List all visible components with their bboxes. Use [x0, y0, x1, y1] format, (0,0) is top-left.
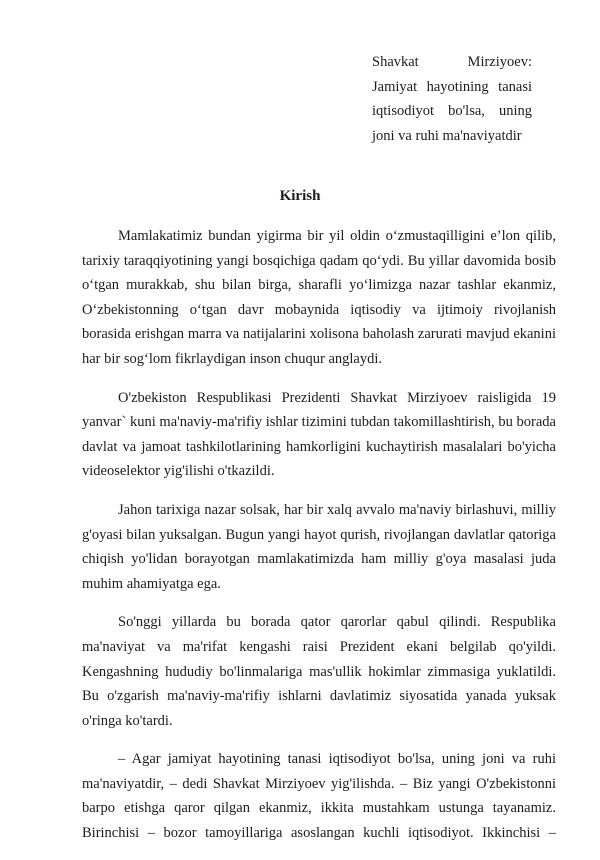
body-text [82, 224, 556, 860]
paragraph-1: Mamlakatimiz bundan yigirma bir yil oldin o‘zmustaqilligini e’lon qilib, tarixiy taraqqiyotining yangi bosqichiga qadam qo‘ydi. Bu yillar davomida bosib o‘tgan murakkab, shu bilan birga, sharafli yo‘limizga nazar tashlar ekanmiz, O‘zbekistonning o‘tgan davr mobaynida iqtisodiy va ijtimoiy rivojlanish borasida erishgan marra va natijalarini xolisona baholash zarurati mavjud ekanini har bir sog‘lom fikrlaydigan inson chuqur anglaydi. [82, 228, 556, 367]
paragraph-4: So'nggi yillarda bu borada qator qarorlar qabul qilindi. Respublika ma'naviyat va ma'rifat kengashi raisi Prezident ekani belgilab qo'yildi. Kengashning hududiy bo'linmalariga mas'ullik hokimlar zimmasiga yuklatildi. Bu o'zgarish ma'naviy-ma'rifiy ishlarni davlatimiz siyosatida yanada yuksak o'ringa ko'tardi. [82, 614, 556, 729]
section-heading: Kirish [279, 188, 321, 204]
paragraph-3: Jahon tarixiga nazar solsak, har bir xalq avvalo ma'naviy birlashuvi, milliy g'oyasi bilan yuksalgan. Bugun yangi hayot qurish, rivojlangan davlatlar qatoriga chiqish yo'lidan borayotgan mamlakatimizda ham milliy g'oya masalasi juda muhim ahamiyatga ega. [82, 501, 556, 592]
paragraph-2: O'zbekiston Respublikasi Prezidenti Shavkat Mirziyoev raisligida 19 yanvar` kuni ma'naviy-ma'rifiy ishlar tizimini tubdan takomillashtirish, bu borada davlat va jamoat tashkilotlarining hamkorligini kuchaytirish masalalari bo'yicha videoselektor yig'ilishi o'tkazildi. [82, 389, 556, 480]
epigraph: Shavkat Mirziyoev: Jamiyat hayotining tanasi iqtisodiyot bo'lsa, uning joni va ruhi ma'naviyatdir [372, 54, 532, 144]
paragraph-5: – Agar jamiyat hayotining tanasi iqtisodiyot bo'lsa, uning joni va ruhi ma'naviyatdir, – dedi Shavkat Mirziyoev yig'ilishda. – Biz yangi O'zbekistonni barpo etishga qaror qilgan ekanmiz, ikkita mustahkam ustunga tayanamiz. Birinchisi – bozor tamoyillariga asoslangan kuchli iqtisodiyot. Ikkinchisi – [82, 751, 556, 842]
